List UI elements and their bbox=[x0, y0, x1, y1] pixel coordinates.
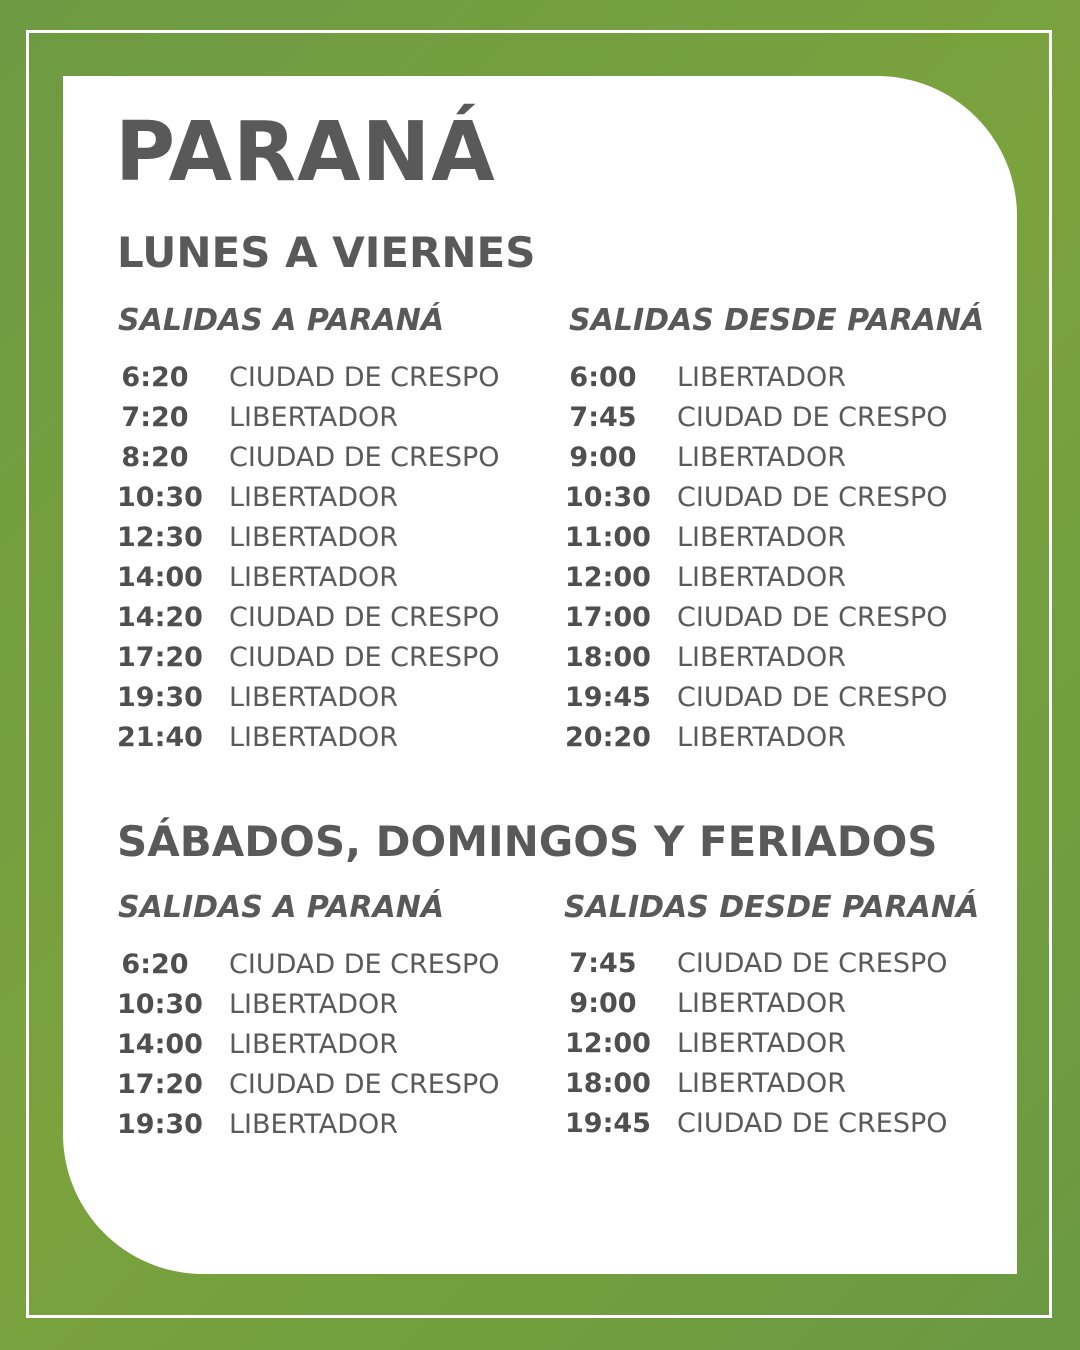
schedule-row bbox=[117, 397, 500, 437]
bus-company: CIUDAD DE CRESPO bbox=[229, 1068, 500, 1100]
bus-company: LIBERTADOR bbox=[229, 722, 399, 754]
weekend-heading: SÁBADOS, DOMINGOS Y FERIADOS bbox=[117, 817, 938, 866]
schedule-row bbox=[117, 357, 500, 397]
departure-time: 7:20 bbox=[121, 401, 189, 433]
schedule-row bbox=[117, 1024, 500, 1064]
schedule-row bbox=[565, 598, 948, 638]
weekday-heading: LUNES A VIERNES bbox=[117, 228, 536, 277]
departure-time: 6:20 bbox=[121, 361, 189, 393]
bus-company: LIBERTADOR bbox=[229, 988, 399, 1020]
bus-company: LIBERTADOR bbox=[229, 562, 399, 594]
departure-time: 19:45 bbox=[565, 682, 651, 714]
schedule-row bbox=[565, 517, 948, 557]
schedule-row bbox=[565, 437, 948, 477]
departure-time: 10:30 bbox=[117, 988, 203, 1020]
departure-time: 14:00 bbox=[117, 562, 203, 594]
schedule-row bbox=[565, 718, 948, 758]
schedule-row bbox=[117, 1064, 500, 1104]
departure-time: 9:00 bbox=[569, 441, 637, 473]
schedule-row bbox=[117, 598, 500, 638]
schedule-row bbox=[565, 983, 948, 1023]
bus-company: LIBERTADOR bbox=[229, 401, 399, 433]
bus-company: LIBERTADOR bbox=[229, 521, 399, 553]
bus-company: CIUDAD DE CRESPO bbox=[677, 481, 948, 513]
bus-company: LIBERTADOR bbox=[229, 682, 399, 714]
weekday-to-heading: SALIDAS A PARANÁ bbox=[118, 303, 445, 338]
bus-company: CIUDAD DE CRESPO bbox=[229, 642, 500, 674]
departure-time: 12:00 bbox=[565, 562, 651, 594]
bus-company: LIBERTADOR bbox=[229, 1108, 399, 1140]
schedule-row bbox=[117, 437, 500, 477]
bus-company: LIBERTADOR bbox=[229, 1028, 399, 1060]
departure-time: 8:20 bbox=[121, 441, 189, 473]
bus-company: CIUDAD DE CRESPO bbox=[229, 602, 500, 634]
departure-time: 17:20 bbox=[117, 642, 203, 674]
bus-company: CIUDAD DE CRESPO bbox=[229, 441, 500, 473]
schedule-row bbox=[565, 557, 948, 597]
departure-time: 10:30 bbox=[117, 481, 203, 513]
departure-time: 18:00 bbox=[565, 1067, 651, 1099]
departure-time: 19:30 bbox=[117, 1108, 203, 1140]
bus-company: CIUDAD DE CRESPO bbox=[229, 948, 500, 980]
schedule-row bbox=[117, 638, 500, 678]
departure-time: 9:00 bbox=[569, 987, 637, 1019]
schedule-row bbox=[565, 1063, 948, 1103]
schedule-row bbox=[565, 638, 948, 678]
bus-company: LIBERTADOR bbox=[677, 562, 847, 594]
schedule-row bbox=[117, 477, 500, 517]
schedule-row bbox=[565, 1103, 948, 1143]
weekend-from-heading: SALIDAS DESDE PARANÁ bbox=[564, 890, 980, 925]
departure-time: 18:00 bbox=[565, 642, 651, 674]
schedule-row bbox=[117, 557, 500, 597]
departure-time: 7:45 bbox=[569, 401, 637, 433]
schedule-row bbox=[117, 718, 500, 758]
bus-company: CIUDAD DE CRESPO bbox=[677, 947, 948, 979]
bus-company: CIUDAD DE CRESPO bbox=[677, 682, 948, 714]
departure-time: 19:45 bbox=[565, 1107, 651, 1139]
schedule-row bbox=[117, 984, 500, 1024]
schedule-row bbox=[565, 397, 948, 437]
schedule-row bbox=[565, 477, 948, 517]
bus-company: LIBERTADOR bbox=[677, 441, 847, 473]
departure-time: 14:00 bbox=[117, 1028, 203, 1060]
departure-time: 20:20 bbox=[565, 722, 651, 754]
bus-company: CIUDAD DE CRESPO bbox=[677, 1107, 948, 1139]
departure-time: 17:00 bbox=[565, 602, 651, 634]
departure-time: 10:30 bbox=[565, 481, 651, 513]
departure-time: 12:00 bbox=[565, 1027, 651, 1059]
departure-time: 17:20 bbox=[117, 1068, 203, 1100]
bus-company: LIBERTADOR bbox=[677, 361, 847, 393]
bus-company: CIUDAD DE CRESPO bbox=[677, 401, 948, 433]
departure-time: 12:30 bbox=[117, 521, 203, 553]
departure-time: 11:00 bbox=[565, 521, 651, 553]
bus-company: LIBERTADOR bbox=[677, 1027, 847, 1059]
bus-company: LIBERTADOR bbox=[229, 481, 399, 513]
bus-company: CIUDAD DE CRESPO bbox=[229, 361, 500, 393]
weekend-to-heading: SALIDAS A PARANÁ bbox=[118, 890, 445, 925]
departure-time: 19:30 bbox=[117, 682, 203, 714]
weekday-to-list bbox=[117, 357, 500, 758]
departure-time: 14:20 bbox=[117, 602, 203, 634]
weekday-from-heading: SALIDAS DESDE PARANÁ bbox=[569, 303, 985, 338]
departure-time: 6:20 bbox=[121, 948, 189, 980]
schedule-row bbox=[565, 678, 948, 718]
schedule-row bbox=[117, 944, 500, 984]
schedule-row bbox=[117, 517, 500, 557]
bus-company: LIBERTADOR bbox=[677, 642, 847, 674]
departure-time: 6:00 bbox=[569, 361, 637, 393]
bus-company: CIUDAD DE CRESPO bbox=[677, 602, 948, 634]
departure-time: 7:45 bbox=[569, 947, 637, 979]
schedule-row bbox=[117, 1104, 500, 1144]
bus-company: LIBERTADOR bbox=[677, 987, 847, 1019]
bus-company: LIBERTADOR bbox=[677, 521, 847, 553]
weekend-to-list bbox=[117, 944, 500, 1144]
page-title: PARANÁ bbox=[115, 105, 496, 200]
bus-company: LIBERTADOR bbox=[677, 722, 847, 754]
schedule-row bbox=[565, 357, 948, 397]
bus-company: LIBERTADOR bbox=[677, 1067, 847, 1099]
weekend-from-list bbox=[565, 943, 948, 1143]
schedule-row bbox=[565, 943, 948, 983]
schedule-row bbox=[565, 1023, 948, 1063]
weekday-from-list bbox=[565, 357, 948, 758]
schedule-row bbox=[117, 678, 500, 718]
departure-time: 21:40 bbox=[117, 722, 203, 754]
